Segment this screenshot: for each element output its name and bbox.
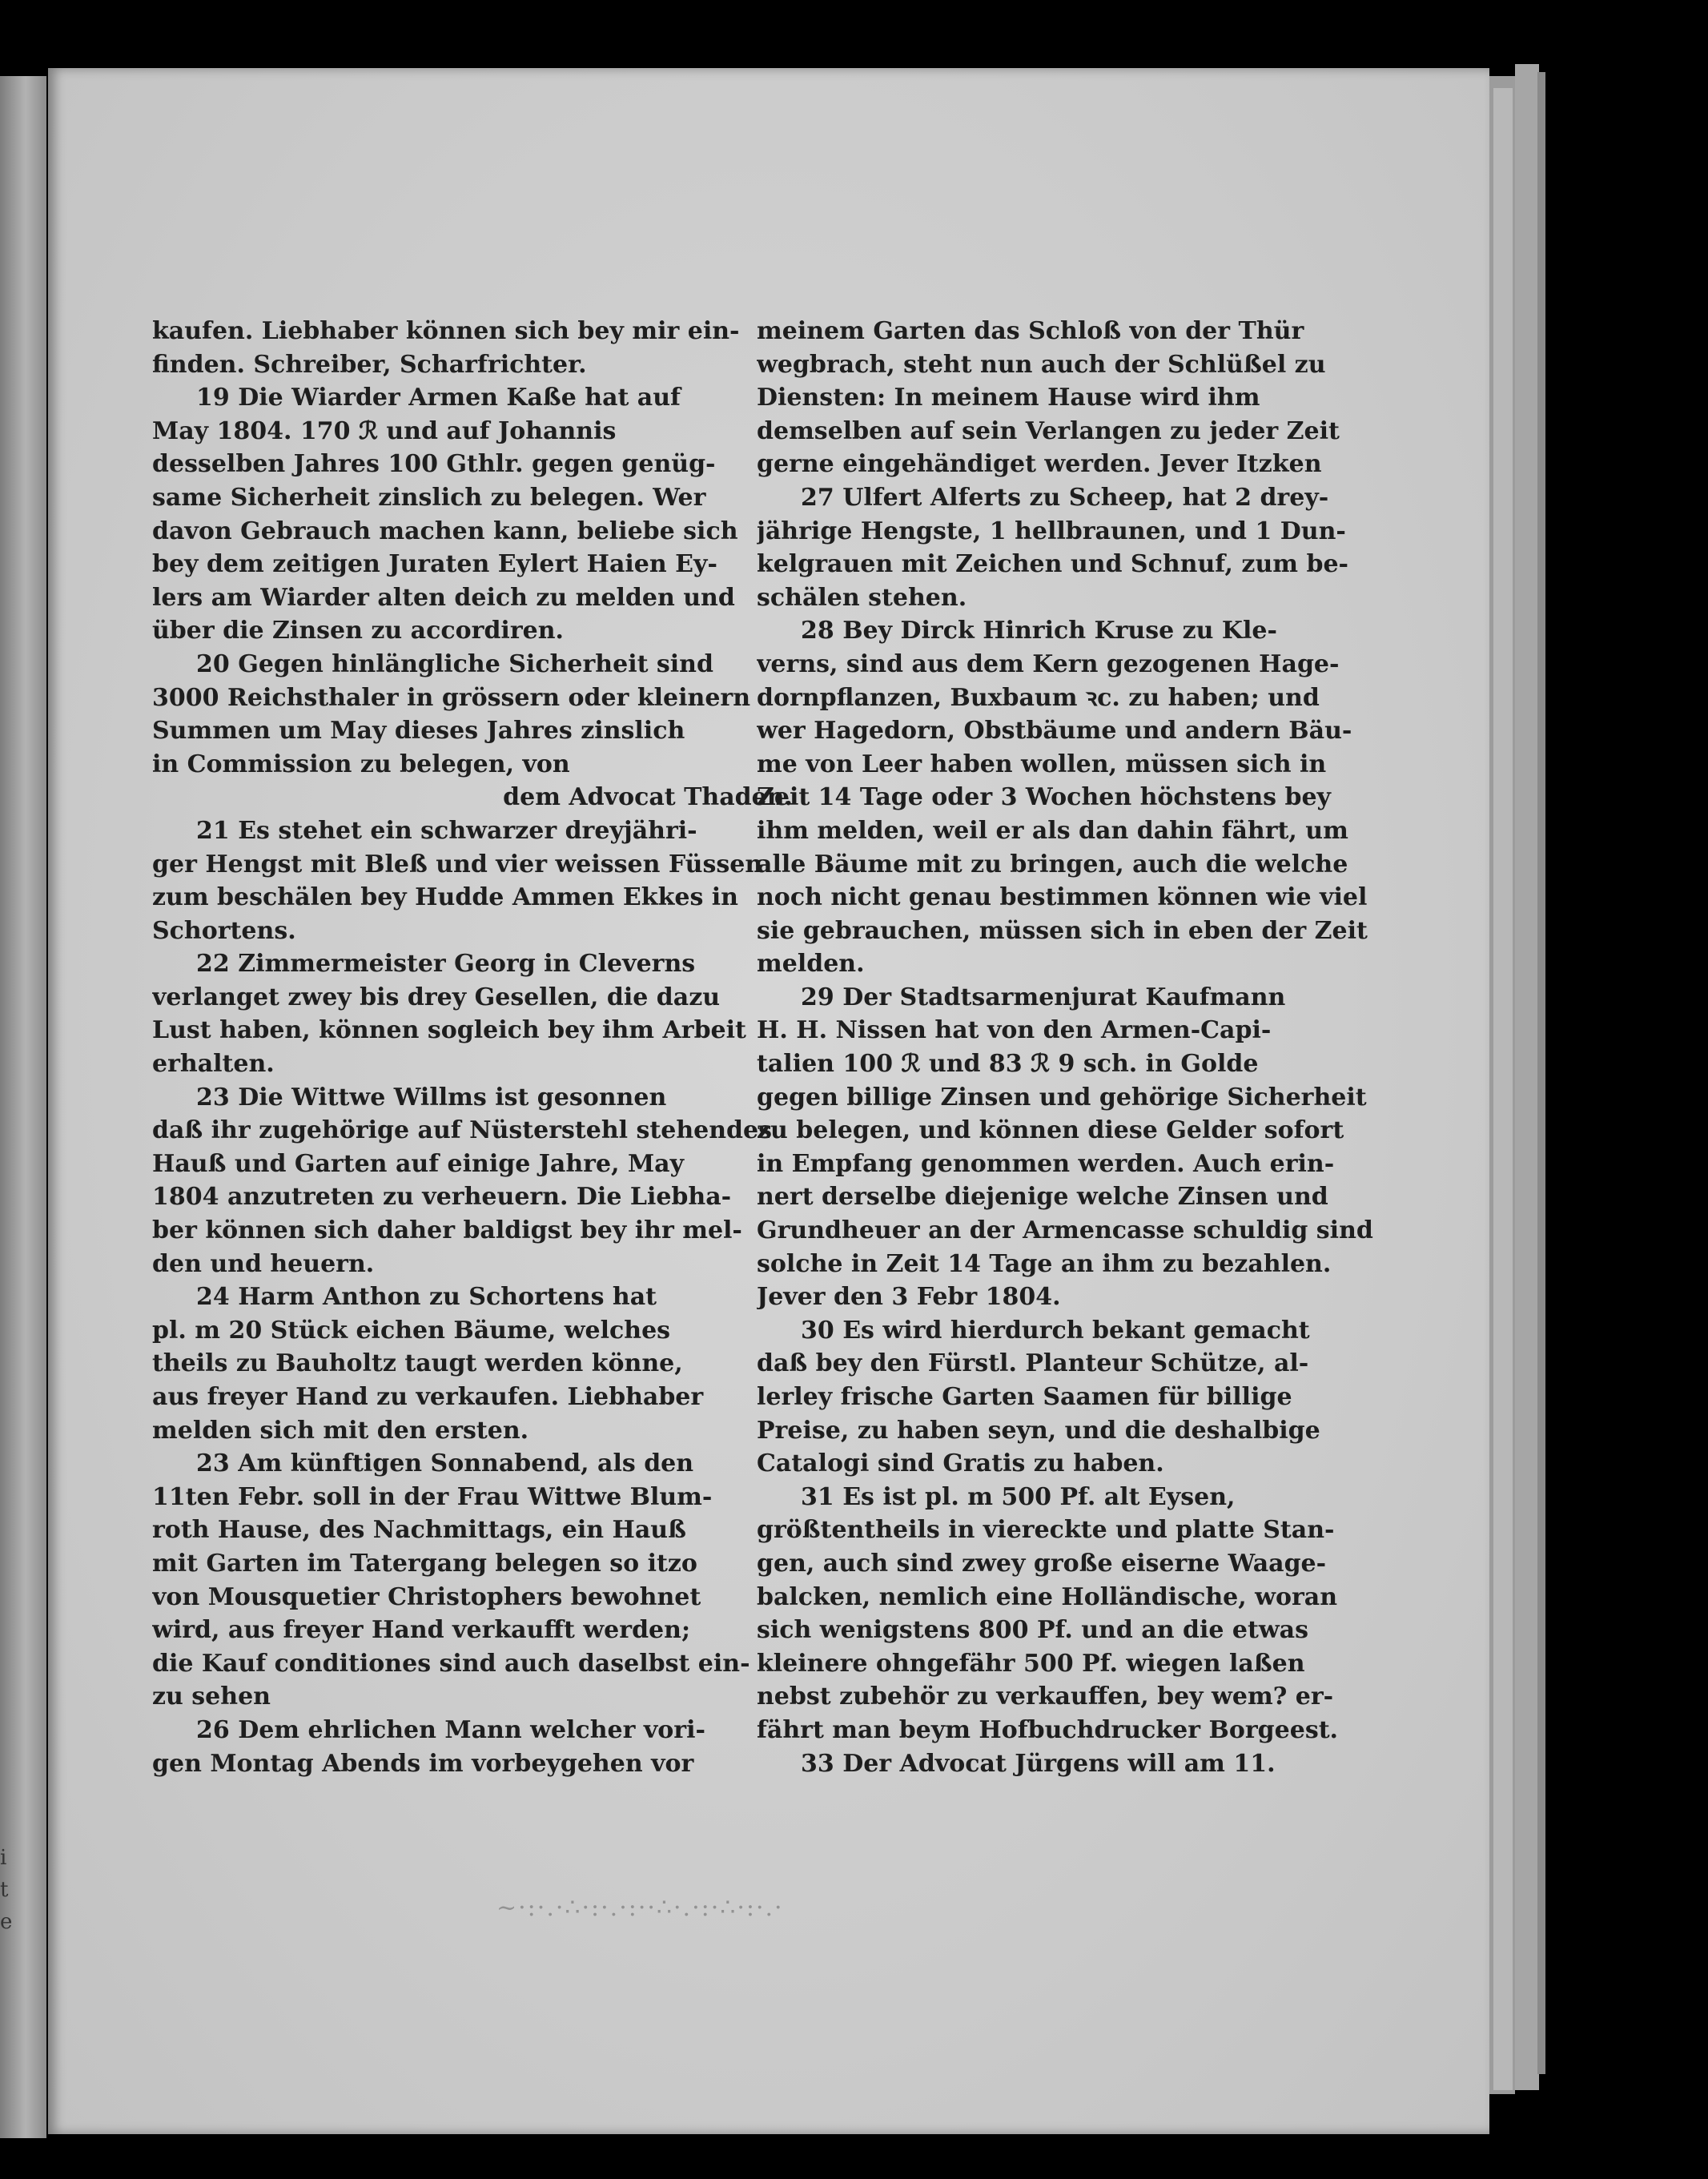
text-line: kleinere ohngefähr 500 Pf. wiegen laßen [757, 1649, 1305, 1678]
text-line: lerley frische Garten Saamen für billige [757, 1383, 1292, 1411]
margin-glyph: t [0, 1878, 9, 1902]
text-line: in Empfang genommen werden. Auch erin- [757, 1149, 1335, 1178]
text-line: bey dem zeitigen Juraten Eylert Haien Ey- [152, 550, 717, 579]
margin-glyph: i [0, 1846, 7, 1870]
text-line: May 1804. 170 ℛ und auf Johannis [152, 416, 617, 445]
text-line: roth Hause, des Nachmittags, ein Hauß [152, 1516, 686, 1545]
text-line: Diensten: In meinem Hause wird ihm [757, 384, 1260, 412]
text-line: kelgrauen mit Zeichen und Schnuf, zum be- [757, 550, 1348, 579]
page-edge-stack-inner [1493, 88, 1513, 2090]
text-line: Zeit 14 Tage oder 3 Wochen höchstens bey [757, 783, 1331, 812]
text-line: gerne eingehändiget werden. Jever Itzken [757, 450, 1322, 479]
text-line: 11ten Febr. soll in der Frau Wittwe Blum- [152, 1482, 713, 1511]
text-line: dornpflanzen, Buxbaum ꝛc. zu haben; und [757, 683, 1320, 712]
text-line: Grundheuer an der Armencasse schuldig sind [757, 1216, 1373, 1245]
text-line: in Commission zu belegen, von [152, 750, 570, 778]
text-line: lers am Wiarder alten deich zu melden und [152, 583, 735, 612]
text-line: ihm melden, weil er als dan dahin fährt, um [757, 816, 1348, 845]
text-line: daß ihr zugehörige auf Nüsterstehl stehendes [152, 1116, 773, 1145]
text-line: noch nicht genau bestimmen können wie viel [757, 883, 1368, 912]
text-line: erhalten. [152, 1050, 275, 1079]
text-line: zu belegen, und können diese Gelder sofort [757, 1116, 1344, 1145]
text-line: 31 Es ist pl. m 500 Pf. alt Eysen, [801, 1482, 1236, 1511]
text-line: 27 Ulfert Alferts zu Scheep, hat 2 drey- [801, 483, 1329, 512]
text-line: alle Bäume mit zu bringen, auch die welche [757, 850, 1348, 878]
text-line: davon Gebrauch machen kann, beliebe sich [152, 517, 738, 545]
text-line: nebst zubehör zu verkauffen, bey wem? er- [757, 1682, 1334, 1711]
text-line: same Sicherheit zinslich zu belegen. Wer [152, 483, 706, 512]
text-line: nert derselbe diejenige welche Zinsen und [757, 1183, 1328, 1212]
text-line: 21 Es stehet ein schwarzer dreyjähri- [196, 816, 697, 845]
text-line: Schortens. [152, 916, 296, 945]
text-line: kaufen. Liebhaber können sich bey mir ein- [152, 317, 740, 345]
text-line: zum beschälen bey Hudde Ammen Ekkes in [152, 883, 738, 912]
text-line: Hauß und Garten auf einige Jahre, May [152, 1149, 685, 1178]
text-line: talien 100 ℛ und 83 ℛ 9 sch. in Golde [757, 1050, 1259, 1079]
text-line: 22 Zimmermeister Georg in Cleverns [196, 950, 696, 979]
text-line: wird, aus freyer Hand verkaufft werden; [152, 1616, 691, 1645]
text-line: verlanget zwey bis drey Gesellen, die dazu [152, 983, 721, 1011]
text-line: 29 Der Stadtsarmenjurat Kaufmann [801, 983, 1286, 1011]
text-line: solche in Zeit 14 Tage an ihm zu bezahlen. [757, 1249, 1332, 1278]
text-line: Jever den 3 Febr 1804. [757, 1283, 1061, 1312]
text-line: Lust haben, können sogleich bey ihm Arbeit [152, 1016, 746, 1045]
text-line: 28 Bey Dirck Hinrich Kruse zu Kle- [801, 617, 1277, 645]
text-line: dem Advocat Thaden. [503, 783, 793, 812]
text-line: die Kauf conditiones sind auch daselbst ein- [152, 1649, 750, 1678]
text-line: H. H. Nissen hat von den Armen-Capi- [757, 1016, 1272, 1045]
page-edge-shadow [1537, 72, 1545, 2074]
text-line: fährt man beym Hofbuchdrucker Borgeest. [757, 1715, 1339, 1744]
text-line: mit Garten im Tatergang belegen so itzo [152, 1549, 697, 1578]
text-line: gen, auch sind zwey große eiserne Waage- [757, 1549, 1327, 1578]
text-line: 3000 Reichsthaler in grössern oder kleinern [152, 683, 751, 712]
text-line: finden. Schreiber, Scharfrichter. [152, 350, 587, 379]
margin-glyph: e [0, 1910, 13, 1934]
text-line: daß bey den Fürstl. Planteur Schütze, al- [757, 1349, 1309, 1378]
text-line: Preise, zu haben seyn, und die deshalbige [757, 1416, 1320, 1445]
text-line: me von Leer haben wollen, müssen sich in [757, 750, 1327, 778]
left-page-edge [0, 76, 46, 2138]
text-line: von Mousquetier Christophers bewohnet [152, 1582, 701, 1611]
text-line: desselben Jahres 100 Gthlr. gegen genüg- [152, 450, 716, 479]
text-line: größtentheils in viereckte und platte Stan- [757, 1516, 1335, 1545]
text-line: ger Hengst mit Bleß und vier weissen Füssen [152, 850, 763, 878]
bleed-through-marks: ~·:·.·∴·:·.·:··∴·.·:·∴·:·.· [496, 1894, 784, 1922]
text-line: sie gebrauchen, müssen sich in eben der Zeit [757, 916, 1368, 945]
text-line: verns, sind aus dem Kern gezogenen Hage- [757, 649, 1340, 678]
left-text-column [152, 315, 793, 1780]
text-line: Summen um May dieses Jahres zinslich [152, 717, 685, 746]
text-line: 30 Es wird hierdurch bekant gemacht [801, 1316, 1310, 1345]
text-line: 26 Dem ehrlichen Mann welcher vori- [196, 1715, 705, 1744]
text-line: sich wenigstens 800 Pf. und an die etwas [757, 1616, 1308, 1645]
text-line: 24 Harm Anthon zu Schortens hat [196, 1283, 657, 1312]
text-line: gen Montag Abends im vorbeygehen vor [152, 1749, 694, 1778]
text-line: zu sehen [152, 1682, 271, 1711]
document-page [48, 68, 1489, 2134]
right-text-column [757, 315, 1397, 1780]
text-line: jährige Hengste, 1 hellbraunen, und 1 Dun- [757, 517, 1346, 545]
text-line: gegen billige Zinsen und gehörige Sicherheit [757, 1083, 1367, 1112]
text-line: 20 Gegen hinlängliche Sicherheit sind [196, 649, 713, 678]
text-line: über die Zinsen zu accordiren. [152, 617, 564, 645]
text-line: meinem Garten das Schloß von der Thür [757, 317, 1304, 345]
text-line: 1804 anzutreten zu verheuern. Die Liebha- [152, 1183, 732, 1212]
text-line: aus freyer Hand zu verkaufen. Liebhaber [152, 1383, 704, 1411]
text-line: wer Hagedorn, Obstbäume und andern Bäu- [757, 717, 1352, 746]
text-line: den und heuern. [152, 1249, 375, 1278]
text-line: 33 Der Advocat Jürgens will am 11. [801, 1749, 1276, 1778]
text-line: melden. [757, 950, 865, 979]
text-line: 23 Am künftigen Sonnabend, als den [196, 1449, 694, 1478]
text-line: Catalogi sind Gratis zu haben. [757, 1449, 1164, 1478]
page-edge-stack-outer [1515, 64, 1539, 2090]
text-line: theils zu Bauholtz taugt werden könne, [152, 1349, 683, 1378]
text-line: schälen stehen. [757, 583, 967, 612]
text-line: 23 Die Wittwe Willms ist gesonnen [196, 1083, 667, 1112]
text-line: ber können sich daher baldigst bey ihr mel- [152, 1216, 742, 1245]
text-line: melden sich mit den ersten. [152, 1416, 529, 1445]
text-line: pl. m 20 Stück eichen Bäume, welches [152, 1316, 671, 1345]
text-line: demselben auf sein Verlangen zu jeder Zeit [757, 416, 1340, 445]
margin-marks [0, 1842, 16, 1938]
text-line: 19 Die Wiarder Armen Kaße hat auf [196, 384, 681, 412]
text-line: balcken, nemlich eine Holländische, woran [757, 1582, 1338, 1611]
text-line: wegbrach, steht nun auch der Schlüßel zu [757, 350, 1326, 379]
